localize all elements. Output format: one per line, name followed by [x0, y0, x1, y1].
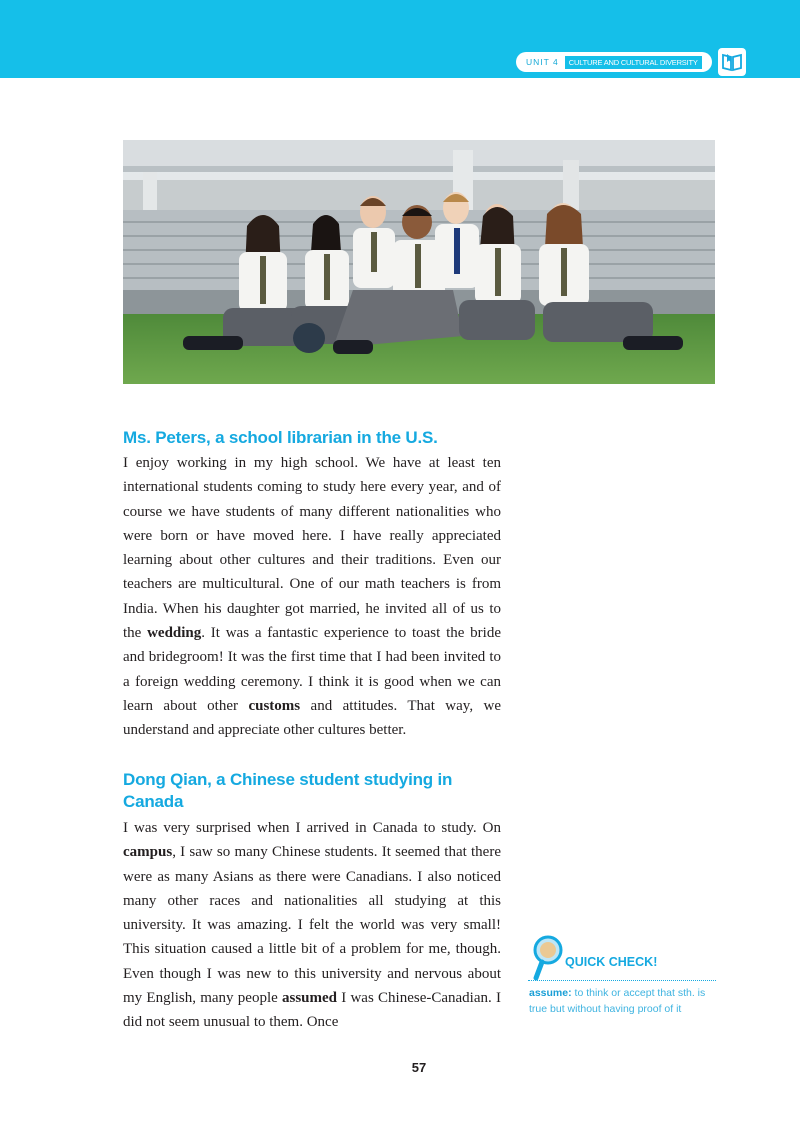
unit-topic: CULTURE AND CULTURAL DIVERSITY: [565, 56, 702, 69]
section1-text-part3: and attitudes. That way, we understand and appreciate other cultures better.: [123, 697, 501, 739]
keyword-wedding: wedding: [147, 625, 202, 642]
keyword-customs: customs: [248, 697, 301, 714]
keyword-assumed: assumed: [282, 990, 338, 1007]
students-group-photo: [123, 140, 715, 384]
section2-text-part3: I was Chinese-Canadian. I did not seem unusual to them. Once: [123, 990, 501, 1031]
section1-paragraph: [123, 451, 501, 743]
section2-text-part1: I was very surprised when I arrived in Canada to study. On: [123, 820, 501, 836]
quick-check-divider: [528, 980, 716, 981]
section2-heading: Dong Qian, a Chinese student studying in Canada: [123, 770, 453, 811]
section2-text-part2: , I saw so many Chinese students. It seemed that there were as many Asians as there were Canadians. I also noticed many other races and nationalities all studying at this university. It was amazing. I felt the world was very small! This situation caused a little bit of a problem for me, though. Even though I was new to this university and nervous about my English, many people: [123, 844, 501, 1007]
unit-label: UNIT 4: [526, 57, 559, 67]
section2-paragraph: [123, 816, 501, 1035]
unit-pill: [516, 52, 712, 72]
open-book-icon: [718, 48, 746, 76]
quick-check-definition: [529, 985, 719, 1017]
section1-heading: Ms. Peters, a school librarian in the U.S.: [123, 428, 438, 447]
magnifier-icon: [530, 934, 570, 982]
page-number: 57: [411, 1060, 427, 1075]
keyword-campus: campus: [123, 844, 173, 861]
section1-text-part2: . It was a fantastic experience to toast the bride and bridegroom! It was the first time that I had been invited to a foreign wedding ceremony. I think it is good when we can learn about other: [123, 625, 501, 714]
quick-check-title: QUICK CHECK!: [565, 955, 658, 969]
section1-text-part1: I enjoy working in my high school. We have at least ten international students coming to study here every year, and of course we have students of many different nationalities who were born or have moved here. I have really appreciated learning about other cultures and their traditions. Even our teachers are multicultural. One of our math teachers is from India. When his daughter got married, he invited all of us to the: [123, 455, 501, 642]
quick-check-definition-text: to think or accept that sth. is true but without having proof of it: [529, 987, 706, 1015]
quick-check-term: assume:: [529, 987, 572, 999]
